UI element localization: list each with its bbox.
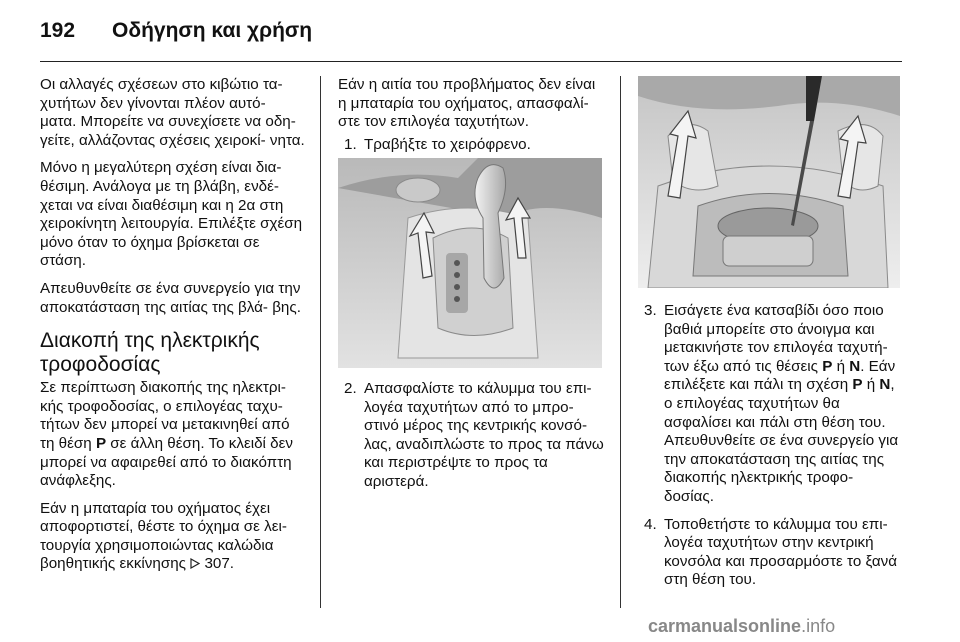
list-number: 2. — [344, 380, 357, 397]
list-number: 1. — [344, 135, 357, 153]
gear-selector-photo — [338, 158, 602, 368]
text-run: Εισάγετε ένα κατσαβίδι όσο ποιο βαθιά μπορείτε στο άνοιγμα και μετακινήστε τον επιλογέα ταχυτή- των έξω από τις θέσεις — [664, 302, 888, 375]
arrow-reference-icon — [190, 558, 200, 569]
text-run: Σε περίπτωση διακοπής της ηλεκτρι- κής τροφοδοσίας, ο επιλογέας ταχυ- τήτων δεν μπορεί να μετακινηθεί από τη θέση — [40, 379, 290, 452]
paragraph: Οι αλλαγές σχέσεων στο κιβώτιο τα- χυτήτων δεν γίνονται πλέον αυτό- ματα. Μπορείτε να συνεχίσετε να οδη- γείτε, αλλάζοντας σχέσεις χειροκί- νητα. — [40, 76, 305, 149]
list-item — [338, 380, 606, 492]
watermark-suffix: .info — [801, 616, 836, 636]
column-3 — [638, 302, 906, 599]
list-number: 4. — [644, 515, 657, 533]
page-reference-link[interactable]: 307. — [204, 555, 235, 573]
paragraph — [40, 379, 305, 491]
paragraph: Απευθυνθείτε σε ένα συνεργείο για την αποκατάσταση της αιτίας της βλά- βης. — [40, 279, 301, 316]
gear-selector-illustration — [338, 158, 602, 368]
paragraph: Εάν η αιτία του προβλήματος δεν είναι η μπαταρία του οχήματος, απασφαλί- στε τον επιλογέα ταχυτήτων. — [338, 76, 596, 131]
text-run: . Εάν επιλέξετε και πάλι τη σχέση — [664, 357, 896, 394]
text-run: σε άλλη θέση. Το κλειδί δεν μπορεί να αφαιρεθεί από το διακόπτη ανάφλεξης. — [40, 434, 293, 490]
page-title: Οδήγηση και χρήση — [112, 19, 313, 42]
bold-gear-label: N — [879, 376, 891, 394]
text-run: Εάν η μπαταρία του οχήματος έχει αποφορτιστεί, θέστε το όχημα σε λει- τουργία χρησιμοποιώντας καλώδια βοηθητικής εκκίνησης — [40, 499, 287, 573]
text-run: ή — [832, 357, 850, 375]
list-text: Τοποθετήστε το κάλυμμα του επι- λογέα ταχυτήτων στην κεντρική κονσόλα και προσαρμόστε το ξανά στη θέση του. — [664, 515, 898, 589]
list-item — [638, 516, 906, 590]
paragraph: Μόνο η μεγαλύτερη σχέση είναι δια- θέσιμη. Ανάλογα με τη βλάβη, ενδέ- χεται να είναι διαθέσιμη και η 2α στη χειροκίνητη λειτουργία. Επιλέξτε σχέση μόνο όταν το όχημα βρίσκεται σε στάση. — [40, 159, 303, 270]
column-1 — [40, 76, 305, 583]
list-text: Τραβήξτε το χειρόφρενο. — [364, 135, 531, 153]
list-text: Απασφαλίστε το κάλυμμα του επι- λογέα ταχυτήτων από το μπρο- στινό μέρος της κεντρικής κονσό- λας, αναδιπλώστε το προς τα πάνω και περιστρέψτε το προς τα αριστερά. — [364, 380, 604, 490]
column-divider — [320, 76, 321, 608]
section-heading: Διακοπή της ηλεκτρικής τροφοδοσίας — [40, 329, 260, 377]
paragraph — [40, 500, 305, 574]
list-number: 3. — [644, 302, 657, 319]
header-rule — [40, 61, 902, 62]
column-2 — [338, 76, 606, 163]
screwdriver-illustration — [638, 76, 900, 288]
list-text — [664, 302, 906, 507]
bold-gear-label: P — [95, 434, 107, 452]
watermark-brand: carmanualsonline — [648, 616, 802, 636]
screwdriver-photo — [638, 76, 900, 288]
text-run: ή — [862, 376, 880, 394]
bold-gear-label: N — [849, 357, 861, 375]
list-item — [338, 136, 606, 155]
column-divider — [620, 76, 621, 608]
text-run: , ο επιλογέας ταχυτήτων θα ασφαλίσει και πάλι στη θέση του. Απευθυνθείτε σε ένα συνεργείο για την αποκατάσταση της αιτίας της διακοπής ηλεκτρικής τροφο- δοσίας. — [664, 376, 899, 505]
column-2-lower — [338, 380, 606, 501]
page-header — [0, 0, 960, 60]
bold-gear-label: P — [822, 357, 833, 375]
page-number: 192 — [40, 19, 76, 42]
watermark — [648, 616, 835, 637]
list-item — [638, 302, 906, 507]
bold-gear-label: P — [852, 376, 863, 394]
